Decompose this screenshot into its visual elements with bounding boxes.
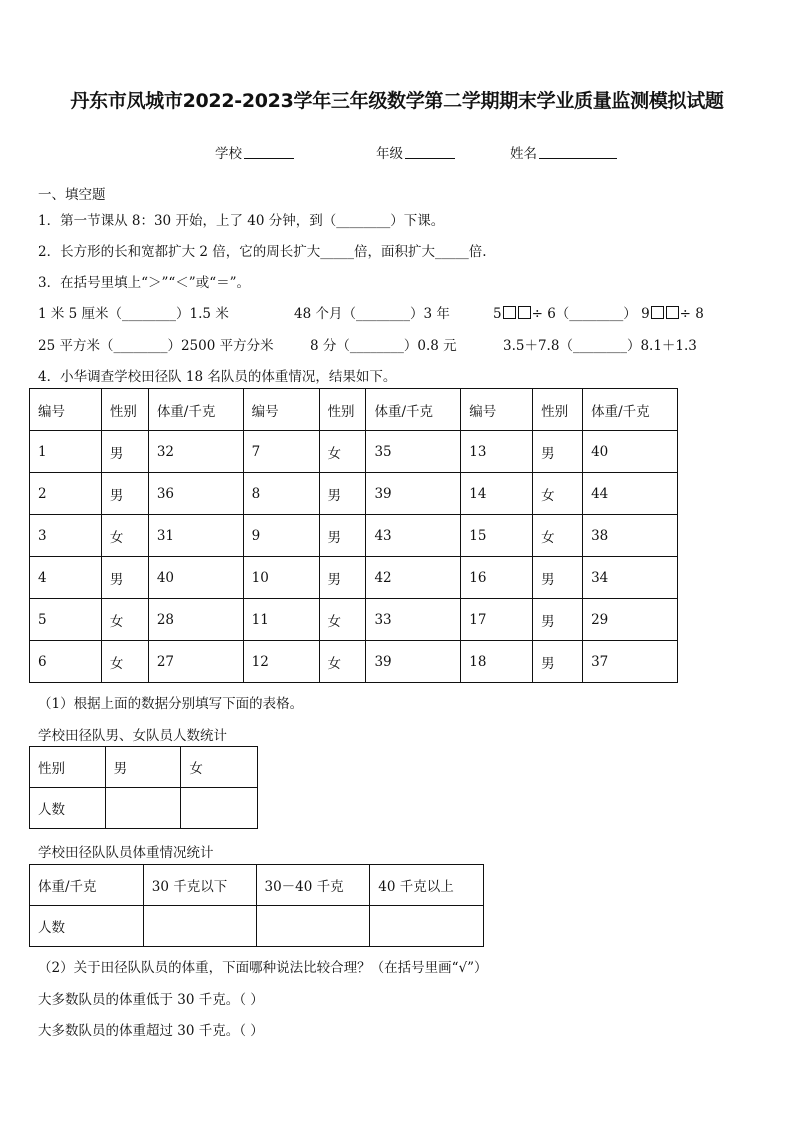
table-cell: 13 — [461, 431, 533, 473]
table-header-cell: 性别 — [30, 747, 106, 788]
table-cell: 女 — [533, 515, 583, 557]
table-cell: 10 — [243, 557, 319, 599]
q3-item-1b: 48 个月（________）3 年 — [294, 306, 450, 322]
table-header-cell: 体重/千克 — [148, 389, 243, 431]
table-cell: 5 — [30, 599, 102, 641]
digit-box — [518, 306, 531, 319]
q3-item-1a: 1 米 5 厘米（________）1.5 米 — [38, 306, 229, 322]
table-row — [30, 641, 678, 683]
page-title: 丹东市凤城市2022-2023学年三年级数学第二学期期末学业质量监测模拟试题 — [70, 90, 724, 112]
table-cell: 男 — [319, 515, 366, 557]
table-cell: 28 — [148, 599, 243, 641]
table-cell: 女 — [319, 431, 366, 473]
table-cell: 43 — [366, 515, 461, 557]
table-row — [30, 865, 484, 906]
table-cell: 1 — [30, 431, 102, 473]
table-cell: 男 — [533, 599, 583, 641]
question-1: 1．第一节课从 8：30 开始，上了 40 分钟，到（________）下课。 — [38, 213, 445, 229]
table-cell: 7 — [243, 431, 319, 473]
table-cell: 男 — [533, 557, 583, 599]
digit-box — [651, 306, 664, 319]
table-cell: 2 — [30, 473, 102, 515]
q3-item-2a: 25 平方米（________）2500 平方分米 — [38, 338, 274, 354]
table-cell: 男 — [319, 557, 366, 599]
table-row-label: 人数 — [30, 906, 144, 947]
answer-cell[interactable] — [181, 788, 258, 829]
table-cell: 男 — [533, 641, 583, 683]
table-header-cell: 女 — [181, 747, 258, 788]
table-header-cell: 编号 — [461, 389, 533, 431]
table-cell: 女 — [533, 473, 583, 515]
table-cell: 男 — [101, 473, 148, 515]
table-header-cell: 体重/千克 — [366, 389, 461, 431]
table-header-cell: 性别 — [533, 389, 583, 431]
table-row — [30, 906, 484, 947]
school-label: 学校 — [215, 146, 242, 162]
sub-question-2: （2）关于田径队队员的体重，下面哪种说法比较合理？（在括号里画“√”） — [38, 960, 488, 976]
table-header-row — [30, 389, 678, 431]
table-header-cell: 30 千克以下 — [143, 865, 256, 906]
question-4: 4．小华调查学校田径队 18 名队员的体重情况，结果如下。 — [38, 369, 397, 385]
q3-item-2b: 8 分（________）0.8 元 — [310, 338, 457, 354]
grade-field — [376, 142, 455, 162]
table-cell: 27 — [148, 641, 243, 683]
table-cell: 40 — [148, 557, 243, 599]
table-header-cell: 编号 — [243, 389, 319, 431]
table-cell: 男 — [101, 431, 148, 473]
option-2[interactable]: 大多数队员的体重超过 30 千克。（ ） — [38, 1023, 264, 1039]
table-row — [30, 599, 678, 641]
table-cell: 16 — [461, 557, 533, 599]
table-cell: 女 — [101, 515, 148, 557]
table-cell: 44 — [583, 473, 678, 515]
table-cell: 32 — [148, 431, 243, 473]
table-row — [30, 515, 678, 557]
answer-cell[interactable] — [370, 906, 484, 947]
table-row — [30, 557, 678, 599]
table-cell: 男 — [319, 473, 366, 515]
table-cell: 37 — [583, 641, 678, 683]
gender-count-table — [29, 746, 258, 829]
table-cell: 4 — [30, 557, 102, 599]
table-cell: 40 — [583, 431, 678, 473]
table-row — [30, 473, 678, 515]
table-header-cell: 男 — [105, 747, 181, 788]
table-cell: 39 — [366, 473, 461, 515]
q3-item-1c — [493, 302, 704, 322]
table-header-cell: 性别 — [101, 389, 148, 431]
gender-table-caption: 学校田径队男、女队员人数统计 — [38, 728, 227, 744]
q3-item-1c-mid: ÷ 6（________） 9 — [531, 306, 650, 322]
table-cell: 39 — [366, 641, 461, 683]
section-heading: 一、填空题 — [38, 187, 106, 203]
weight-table-caption: 学校田径队队员体重情况统计 — [38, 845, 214, 861]
table-header-cell: 30－40 千克 — [256, 865, 370, 906]
team-weight-table — [29, 388, 678, 683]
table-cell: 男 — [101, 557, 148, 599]
table-cell: 36 — [148, 473, 243, 515]
table-cell: 女 — [319, 599, 366, 641]
table-cell: 男 — [533, 431, 583, 473]
name-field — [510, 142, 617, 162]
answer-cell[interactable] — [105, 788, 181, 829]
table-cell: 17 — [461, 599, 533, 641]
table-cell: 女 — [319, 641, 366, 683]
answer-cell[interactable] — [143, 906, 256, 947]
table-row — [30, 431, 678, 473]
grade-label: 年级 — [376, 146, 403, 162]
table-cell: 8 — [243, 473, 319, 515]
q3-item-1c-post: ÷ 8 — [679, 306, 704, 322]
table-cell: 34 — [583, 557, 678, 599]
table-cell: 11 — [243, 599, 319, 641]
table-row — [30, 747, 258, 788]
option-1[interactable]: 大多数队员的体重低于 30 千克。（ ） — [38, 992, 264, 1008]
table-header-cell: 编号 — [30, 389, 102, 431]
answer-cell[interactable] — [256, 906, 370, 947]
table-cell: 31 — [148, 515, 243, 557]
school-field — [215, 142, 294, 162]
table-cell: 14 — [461, 473, 533, 515]
table-cell: 42 — [366, 557, 461, 599]
table-cell: 15 — [461, 515, 533, 557]
table-header-cell: 体重/千克 — [30, 865, 144, 906]
question-2: 2．长方形的长和宽都扩大 2 倍，它的周长扩大_____倍，面积扩大_____倍. — [38, 244, 487, 260]
table-cell: 33 — [366, 599, 461, 641]
digit-box — [666, 306, 679, 319]
name-label: 姓名 — [510, 146, 537, 162]
table-cell: 3 — [30, 515, 102, 557]
table-cell: 12 — [243, 641, 319, 683]
table-cell: 6 — [30, 641, 102, 683]
table-cell: 38 — [583, 515, 678, 557]
table-cell: 18 — [461, 641, 533, 683]
name-blank[interactable] — [539, 145, 617, 159]
table-cell: 29 — [583, 599, 678, 641]
table-cell: 35 — [366, 431, 461, 473]
q3-item-1c-pre: 5 — [493, 306, 502, 322]
digit-box — [503, 306, 516, 319]
table-cell: 女 — [101, 641, 148, 683]
question-3: 3．在括号里填上“＞”“＜”或“＝”。 — [38, 275, 250, 291]
table-header-cell: 性别 — [319, 389, 366, 431]
grade-blank[interactable] — [405, 145, 455, 159]
table-row — [30, 788, 258, 829]
table-row-label: 人数 — [30, 788, 106, 829]
table-header-cell: 40 千克以上 — [370, 865, 484, 906]
table-header-cell: 体重/千克 — [583, 389, 678, 431]
table-cell: 女 — [101, 599, 148, 641]
school-blank[interactable] — [244, 145, 294, 159]
sub-question-1: （1）根据上面的数据分别填写下面的表格。 — [38, 696, 304, 712]
weight-range-table — [29, 864, 484, 947]
q3-item-2c: 3.5＋7.8（________）8.1＋1.3 — [503, 338, 697, 354]
table-cell: 9 — [243, 515, 319, 557]
